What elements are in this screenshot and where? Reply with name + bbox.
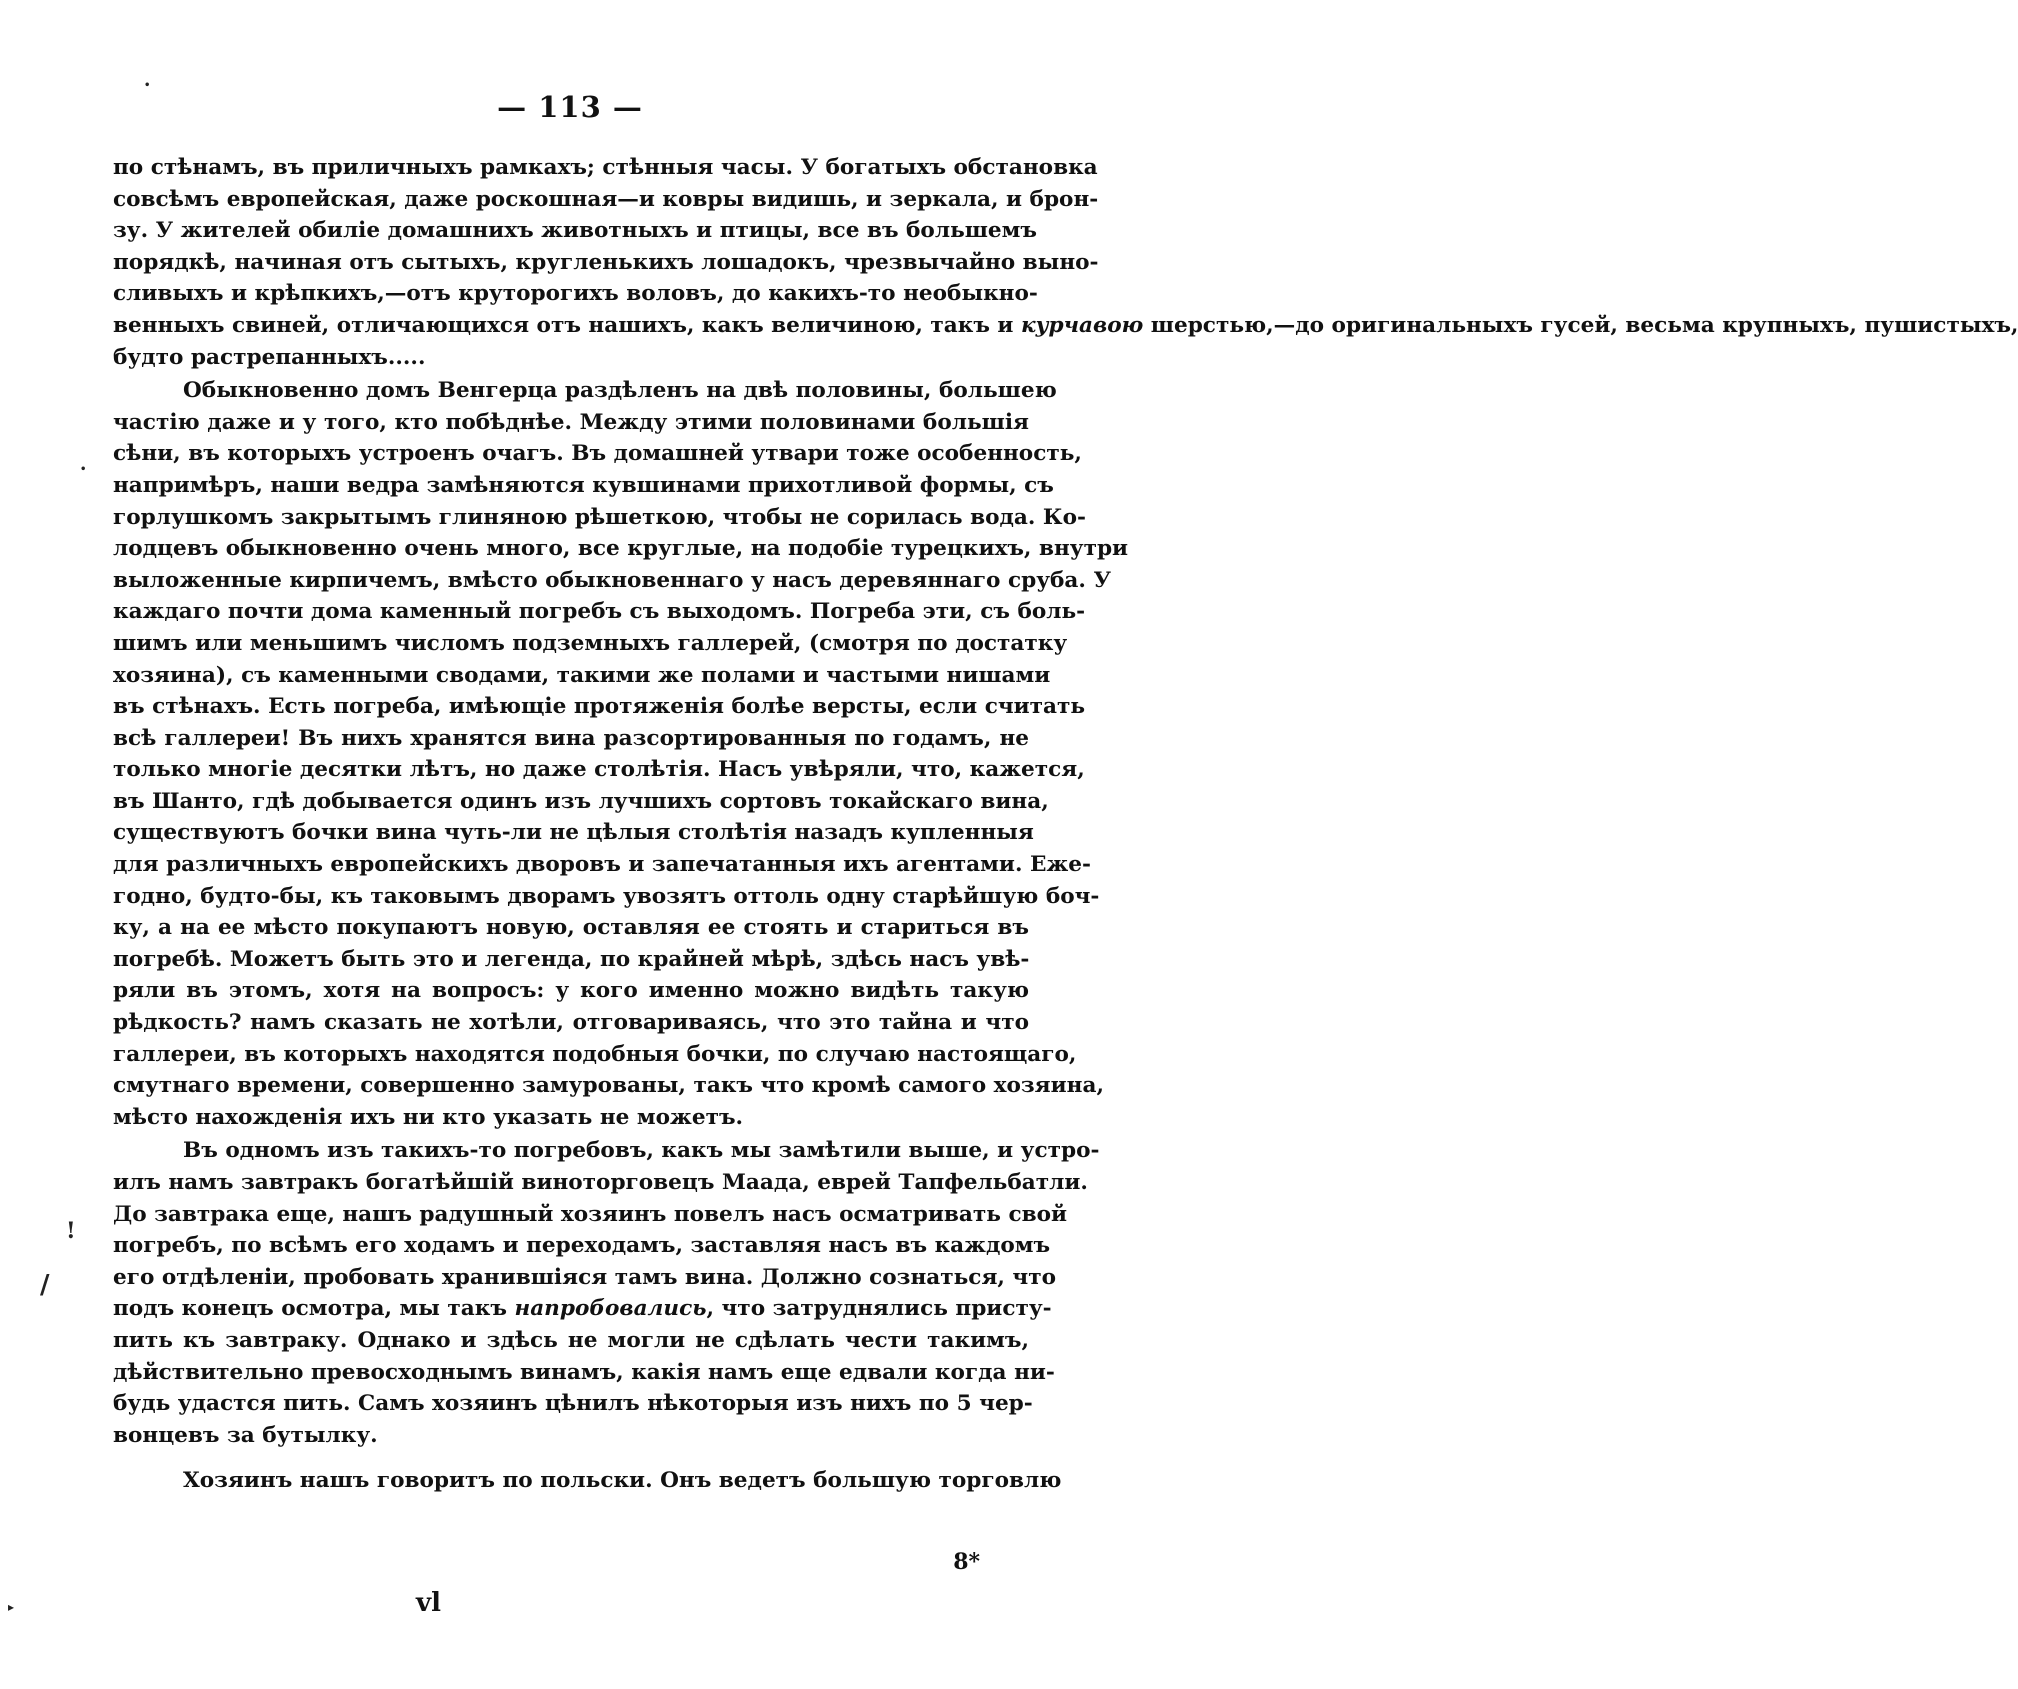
text-line: илъ намъ завтракъ богатѣйшій виноторговецъ Маада, еврей Тапфельбатли. xyxy=(113,1170,1088,1195)
text-line: сѣни, въ которыхъ устроенъ очагъ. Въ домашней утвари тоже особенность, xyxy=(113,441,1082,467)
text-line: Въ одномъ изъ такихъ-то погребовъ, какъ мы замѣтили выше, и устро- xyxy=(183,1138,1100,1164)
text-line: ряли въ этомъ, хотя на вопросъ: у кого именно можно видѣть такую xyxy=(113,978,1029,1004)
text-line: сливыхъ и крѣпкихъ,—отъ круторогихъ воловъ, до какихъ-то необыкно- xyxy=(113,281,1038,307)
text-line: въ Шанто, гдѣ добывается одинъ изъ лучшихъ сортовъ токайскаго вина, xyxy=(113,788,1049,814)
margin-dot: • xyxy=(80,464,87,475)
body-text xyxy=(113,152,2018,1497)
text-line: венныхъ свиней, отличающихся отъ нашихъ, какъ величиною, такъ и курчавою шерстью,—до оригинальныхъ гусей, весьма крупныхъ, пушистыхъ, xyxy=(113,312,2018,338)
text-line: зу. У жителей обиліе домашнихъ животныхъ и птицы, все въ большемъ xyxy=(113,218,1037,244)
signature-mark: 8* xyxy=(953,1549,980,1575)
text-line: рѣдкость? намъ сказать не хотѣли, отговариваясь, что это тайна и что xyxy=(113,1010,1029,1036)
text-line: горлушкомъ закрытымъ глиняною рѣшеткою, чтобы не сорилась вода. Ко- xyxy=(113,504,1086,530)
text-line: пить къ завтраку. Однако и здѣсь не могли не сдѣлать чести такимъ, xyxy=(113,1327,1029,1353)
text-line: вонцевъ за бутылку. xyxy=(113,1422,378,1448)
text-line: выложенные кирпичемъ, вмѣсто обыкновеннаго у насъ деревяннаго сруба. У xyxy=(113,567,1111,593)
text-line: погребъ, по всѣмъ его ходамъ и переходамъ, заставляя насъ въ каждомъ xyxy=(113,1233,1051,1259)
text-line: лодцевъ обыкновенно очень много, все круглые, на подобіе турецкихъ, внутри xyxy=(113,536,1129,562)
text-line: Обыкновенно домъ Венгерца раздѣленъ на двѣ половины, большею xyxy=(183,378,1057,404)
page-number: — 113 — xyxy=(497,90,643,124)
text-line: дѣйствительно превосходнымъ винамъ, какія намъ еще едвали когда ни- xyxy=(113,1359,1055,1385)
text-line: его отдѣленіи, пробовать хранившіяся тамъ вина. Должно сознаться, что xyxy=(113,1264,1057,1290)
text-line: для различныхъ европейскихъ дворовъ и запечатанныя ихъ агентами. Еже- xyxy=(113,852,1091,878)
text-line: будто растрепанныхъ..... xyxy=(113,344,426,370)
margin-dot: ! xyxy=(66,1218,76,1244)
bottom-ink-mark: vl xyxy=(416,1588,441,1618)
text-line: галлереи, въ которыхъ находятся подобныя бочки, по случаю настоящаго, xyxy=(113,1041,1077,1067)
paragraph xyxy=(113,152,2018,373)
text-line: будь удастся пить. Самъ хозяинъ цѣнилъ нѣкоторыя изъ нихъ по 5 чер- xyxy=(113,1391,1033,1417)
paragraph xyxy=(113,375,1129,1133)
paragraph xyxy=(113,1465,1062,1497)
margin-dot: ▸ xyxy=(8,1600,15,1614)
text-line: въ стѣнахъ. Есть погреба, имѣющіе протяженія болѣе версты, если считать xyxy=(113,694,1086,720)
text-line: шимъ или меньшимъ числомъ подземныхъ галлерей, (смотря по достатку xyxy=(113,630,1068,656)
italic-word: курчавою xyxy=(1020,312,1144,338)
text-line: ку, а на ее мѣсто покупаютъ новую, оставляя ее стоять и стариться въ xyxy=(113,915,1029,941)
text-line: по стѣнамъ, въ приличныхъ рамкахъ; стѣнныя часы. У богатыхъ обстановка xyxy=(113,155,1098,180)
text-line: только многіе десятки лѣтъ, но даже столѣтія. Насъ увѣряли, что, кажется, xyxy=(113,757,1085,783)
text-line: Хозяинъ нашъ говоритъ по польски. Онъ ведетъ большую торговлю xyxy=(183,1468,1062,1494)
text-line: подъ конецъ осмотра, мы такъ напробовались, что затруднялись присту- xyxy=(113,1296,1052,1322)
margin-dot: / xyxy=(40,1270,50,1300)
text-line: порядкѣ, начиная отъ сытыхъ, кругленькихъ лошадокъ, чрезвычайно выно- xyxy=(113,249,1099,275)
paragraph xyxy=(113,1135,1100,1451)
text-line: существуютъ бочки вина чуть-ли не цѣлыя столѣтія назадъ купленныя xyxy=(113,820,1034,846)
text-line: напримѣръ, наши ведра замѣняются кувшинами прихотливой формы, съ xyxy=(113,472,1054,498)
text-line: До завтрака еще, нашъ радушный хозяинъ повелъ насъ осматривать свой xyxy=(113,1201,1068,1227)
text-line: хозяина), съ каменными сводами, такими же полами и частыми нишами xyxy=(113,662,1051,688)
text-line: годно, будто-бы, къ таковымъ дворамъ увозятъ оттоль одну старѣйшую боч- xyxy=(113,883,1100,909)
text-line: совсѣмъ европейская, даже роскошная—и ковры видишь, и зеркала, и брон- xyxy=(113,186,1099,212)
text-line: смутнаго времени, совершенно замурованы, такъ что кромѣ самого хозяина, xyxy=(113,1073,1104,1099)
text-line: мѣсто нахожденія ихъ ни кто указать не можетъ. xyxy=(113,1104,744,1130)
text-line: частію даже и у того, кто побѣднѣе. Между этими половинами большія xyxy=(113,409,1029,435)
italic-word: напробовались xyxy=(514,1296,707,1322)
text-line: каждаго почти дома каменный погребъ съ выходомъ. Погреба эти, съ боль- xyxy=(113,599,1086,625)
text-line: погребѣ. Можетъ быть это и легенда, по крайней мѣрѣ, здѣсь насъ увѣ- xyxy=(113,946,1030,972)
margin-dot: • xyxy=(144,80,151,91)
text-line: всѣ галлереи! Въ нихъ хранятся вина разсортированныя по годамъ, не xyxy=(113,725,1029,751)
